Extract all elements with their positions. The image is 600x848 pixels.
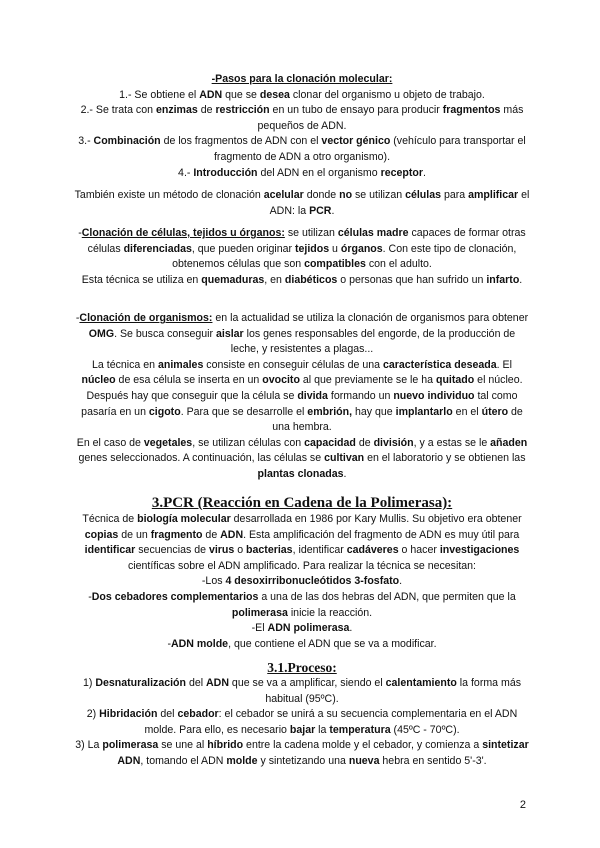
- process-step-1: 1) Desnaturalización del ADN que se va a amplificar, siendo el calentamiento la forma más habitual (95ºC).: [82, 677, 522, 705]
- pcr-paragraph: Técnica de biología molecular desarrollada en 1986 por Kary Mullis. Su objetivo era obtener copias de un fragmento de ADN. Esta amplificación del fragmento de ADN es muy útil para identificar secuencias de virus o bacterias, identificar cadáveres o hacer investigaciones científicas sobre el ADN amplificado. Para realizar la técnica se necesitan:: [82, 513, 522, 572]
- process-title: 3.1.Proceso:: [267, 660, 337, 675]
- molecular-step-1: 1.- Se obtiene el ADN que se desea clonar del organismo u objeto de trabajo.: [119, 88, 485, 101]
- pcr-section: [74, 494, 530, 652]
- molecular-step-2: 2.- Se trata con enzimas de restricción en un tubo de ensayo para producir fragmentos más pequeños de ADN.: [80, 104, 524, 132]
- molecular-step-3: 3.- Combinación de los fragmentos de ADN con el vector génico (vehículo para transportar el fragmento de ADN a otro organismo).: [78, 135, 526, 163]
- molecular-step-4: 4.- Introducción del ADN en el organismo receptor.: [178, 166, 426, 179]
- process-step-3: 3) La polimerasa se une al híbrido entre la cadena molde y el cebador, y comienza a sintetizar ADN, tomando el ADN molde y sintetizando una nueva hebra en sentido 5'-3'.: [75, 739, 529, 767]
- organisms-paragraph-1: -Clonación de organismos: en la actualidad se utiliza la clonación de organismos para obtener OMG. Se busca conseguir aislar los genes responsables del engorde, de la producción de leche, y resistentes a plagas...: [75, 312, 529, 356]
- process-step-2: 2) Hibridación del cebador: el cebador se unirá a su secuencia complementaria en el ADN molde. Para ello, es necesario bajar la temperatura (45ºC - 70ºC).: [86, 708, 518, 736]
- pcr-item-4: -ADN molde, que contiene el ADN que se va a modificar.: [167, 637, 437, 650]
- organisms-paragraph-2: La técnica en animales consiste en conseguir células de una característica deseada. El núcleo de esa célula se inserta en un ovocito al que previamente se le ha quitado el núcleo. Después hay que conseguir que la célula se divida formando un nuevo individuo tal como pasaría en un cigoto. Para que se desarrolle el embrión, hay que implantarlo en el útero de una hembra.: [81, 358, 523, 434]
- organisms-paragraph-3: En el caso de vegetales, se utilizan células con capacidad de división, y a estas se le añaden genes seleccionados. A continuación, las células se cultivan en el laboratorio y se obtienen las plantas clonadas.: [76, 436, 528, 480]
- organisms-cloning-section: [74, 311, 530, 483]
- pcr-title: 3.PCR (Reacción en Cadena de la Polimerasa):: [151, 495, 453, 511]
- pcr-item-3: -El ADN polimerasa.: [251, 622, 353, 635]
- cells-cloning-section: [74, 226, 530, 288]
- pcr-item-2: -Dos cebadores complementarios a una de las dos hebras del ADN, que permiten que la polimerasa inicie la reacción.: [88, 590, 516, 619]
- molecular-cloning-section: [74, 72, 530, 181]
- cells-paragraph-2: Esta técnica se utiliza en quemaduras, en diabéticos o personas que han sufrido un infarto.: [81, 273, 523, 286]
- process-section: [74, 660, 530, 770]
- acellular-paragraph: También existe un método de clonación acelular donde no se utilizan células para amplificar el ADN: la PCR.: [74, 189, 530, 217]
- pcr-item-1: -Los 4 desoxirribonucleótidos 3-fosfato.: [201, 575, 403, 588]
- cells-paragraph-1: -Clonación de células, tejidos u órganos: se utilizan células madre capaces de formar otras células diferenciadas, que pueden originar tejidos u órganos. Con este tipo de clonación, obtenemos células que son compatibles con el adulto.: [78, 227, 526, 271]
- molecular-heading: -Pasos para la clonación molecular:: [211, 73, 393, 85]
- page-number: 2: [519, 799, 526, 811]
